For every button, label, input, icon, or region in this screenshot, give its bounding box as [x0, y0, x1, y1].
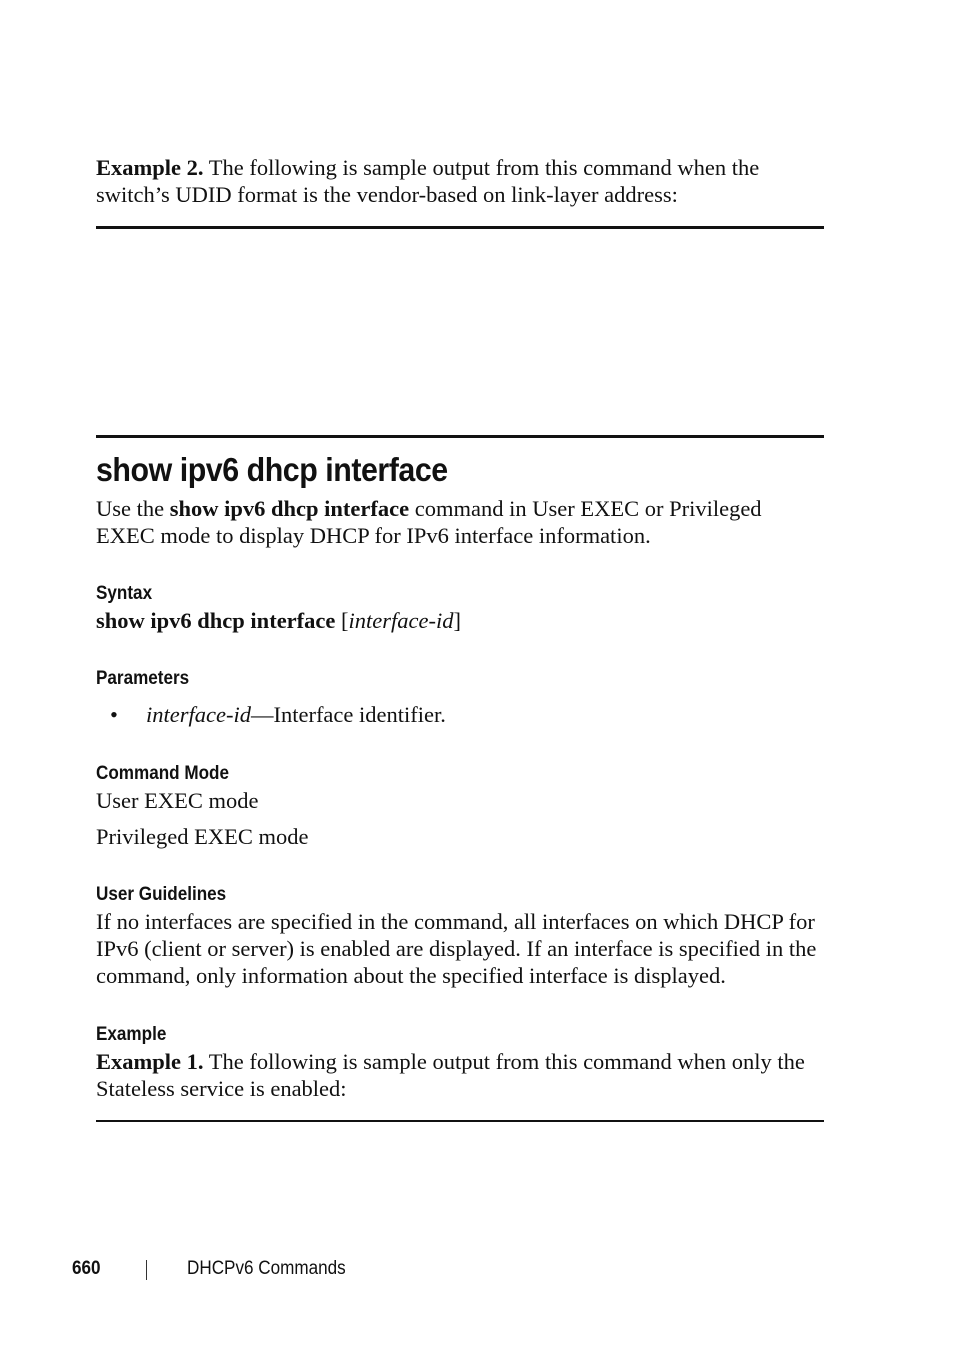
syntax-close-bracket: ] [453, 608, 461, 633]
footer-separator [146, 1260, 147, 1280]
user-guidelines-heading-wrap [96, 884, 824, 906]
syntax-line [96, 607, 824, 634]
command-mode-heading: Command Mode [96, 763, 230, 784]
example-1-output-rule [96, 1120, 824, 1122]
parameter-item [146, 701, 446, 728]
parameter-bullet: • [110, 702, 118, 727]
command-mode-heading-wrap [96, 763, 824, 785]
page-number: 660 [72, 1258, 101, 1279]
example-heading: Example [96, 1024, 167, 1045]
intro-command: show ipv6 dhcp interface [169, 496, 410, 521]
intro-suffix: command in User EXEC or Privileged EXEC mode to display DHCP for IPv6 interface information. [96, 496, 762, 548]
parameters-heading-wrap [96, 668, 824, 690]
syntax-command: show ipv6 dhcp interface [96, 608, 336, 633]
command-mode-user-exec: User EXEC mode [96, 788, 259, 813]
syntax-heading-wrap [96, 583, 824, 605]
footer-section-name: DHCPv6 Commands [187, 1258, 346, 1279]
parameters-heading: Parameters [96, 668, 190, 689]
parameter-name: interface-id [146, 702, 251, 727]
example-heading-wrap [96, 1024, 824, 1046]
parameter-desc: —Interface identifier. [250, 702, 446, 727]
command-mode-privileged-exec: Privileged EXEC mode [96, 824, 309, 849]
example-1-paragraph [96, 1048, 824, 1102]
example-2-text: The following is sample output from this command when the switch’s UDID format is the vendor-based on link-layer address: [96, 155, 760, 207]
user-guidelines-heading: User Guidelines [96, 884, 227, 905]
page-title: show ipv6 dhcp interface [96, 451, 448, 488]
user-guidelines-text: If no interfaces are specified in the command, all interfaces on which DHCP for IPv6 (client or server) is enabled are displayed. If an interface is specified in the command, only information about the specified interface is displayed. [96, 909, 817, 988]
intro-prefix: Use the [96, 496, 170, 521]
syntax-argument: interface-id [348, 608, 454, 633]
example-2-output-rule [96, 226, 824, 229]
syntax-heading: Syntax [96, 583, 153, 604]
command-intro [96, 495, 824, 549]
section-top-rule [96, 435, 824, 438]
example-1-text: The following is sample output from this command when only the Stateless service is enabled: [96, 1049, 805, 1101]
syntax-open-bracket: [ [335, 608, 349, 633]
example-2-paragraph [96, 154, 824, 208]
command-title-wrap [96, 451, 824, 489]
example-1-label: Example 1. [96, 1049, 204, 1074]
example-2-label: Example 2. [96, 155, 204, 180]
